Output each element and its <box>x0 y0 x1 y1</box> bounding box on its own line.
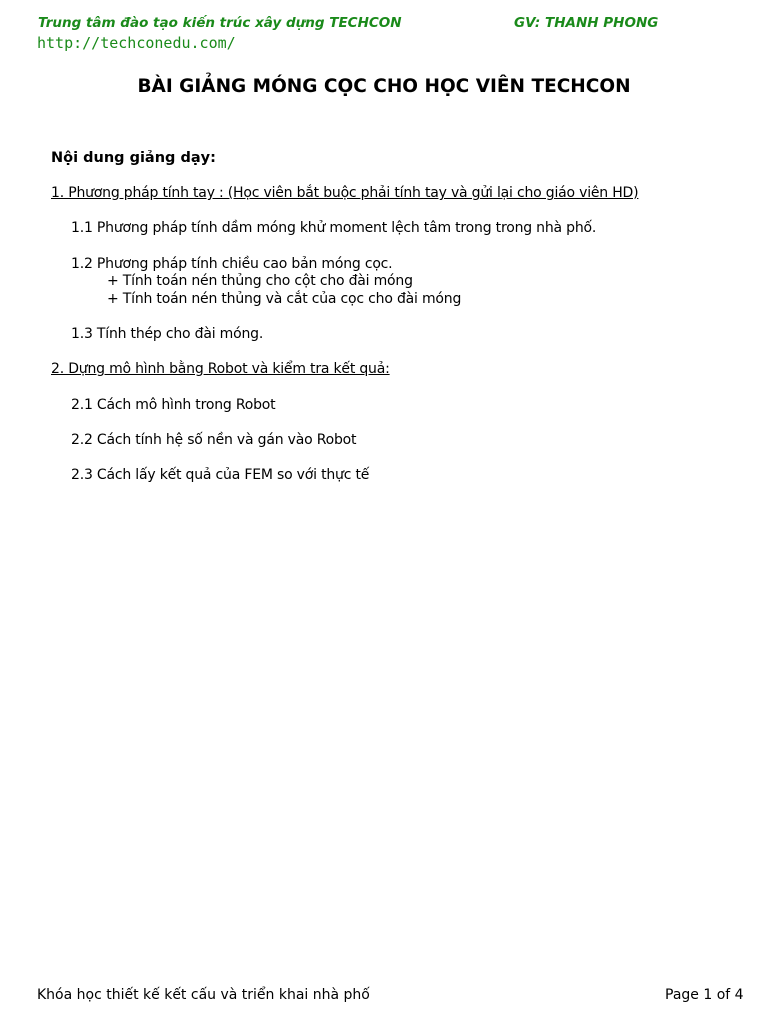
section-1-item-1: 1.1 Phương pháp tính dầm móng khử moment lệch tâm trong trong nhà phố. <box>71 220 597 236</box>
header-instructor: GV: THANH PHONG <box>514 15 659 31</box>
section-2-item-1: 2.1 Cách mô hình trong Robot <box>71 397 276 413</box>
header-url-link[interactable]: http://techconedu.com/ <box>37 34 236 52</box>
section-1-item-2-bullet-1: + Tính toán nén thủng cho cột cho đài móng <box>107 273 413 289</box>
footer-page-number: Page 1 of 4 <box>665 987 744 1003</box>
content-heading: Nội dung giảng dạy: <box>51 150 216 166</box>
section-2-heading: 2. Dựng mô hình bằng Robot và kiểm tra kết quả: <box>51 361 390 377</box>
section-1-item-2: 1.2 Phương pháp tính chiều cao bản móng cọc. <box>71 256 393 272</box>
footer-course: Khóa học thiết kế kết cấu và triển khai nhà phố <box>37 987 370 1003</box>
document-title: BÀI GIẢNG MÓNG CỌC CHO HỌC VIÊN TECHCON <box>137 76 631 97</box>
section-2-item-3: 2.3 Cách lấy kết quả của FEM so với thực tế <box>71 467 370 483</box>
header-organization: Trung tâm đào tạo kiến trúc xây dựng TECHCON <box>38 15 402 31</box>
section-1-item-2-bullet-2: + Tính toán nén thủng và cắt của cọc cho đài móng <box>107 291 462 307</box>
section-1-item-3: 1.3 Tính thép cho đài móng. <box>71 326 264 342</box>
section-1-heading: 1. Phương pháp tính tay : (Học viên bắt buộc phải tính tay và gửi lại cho giáo viên HD) <box>51 185 639 201</box>
section-2-item-2: 2.2 Cách tính hệ số nền và gán vào Robot <box>71 432 357 448</box>
